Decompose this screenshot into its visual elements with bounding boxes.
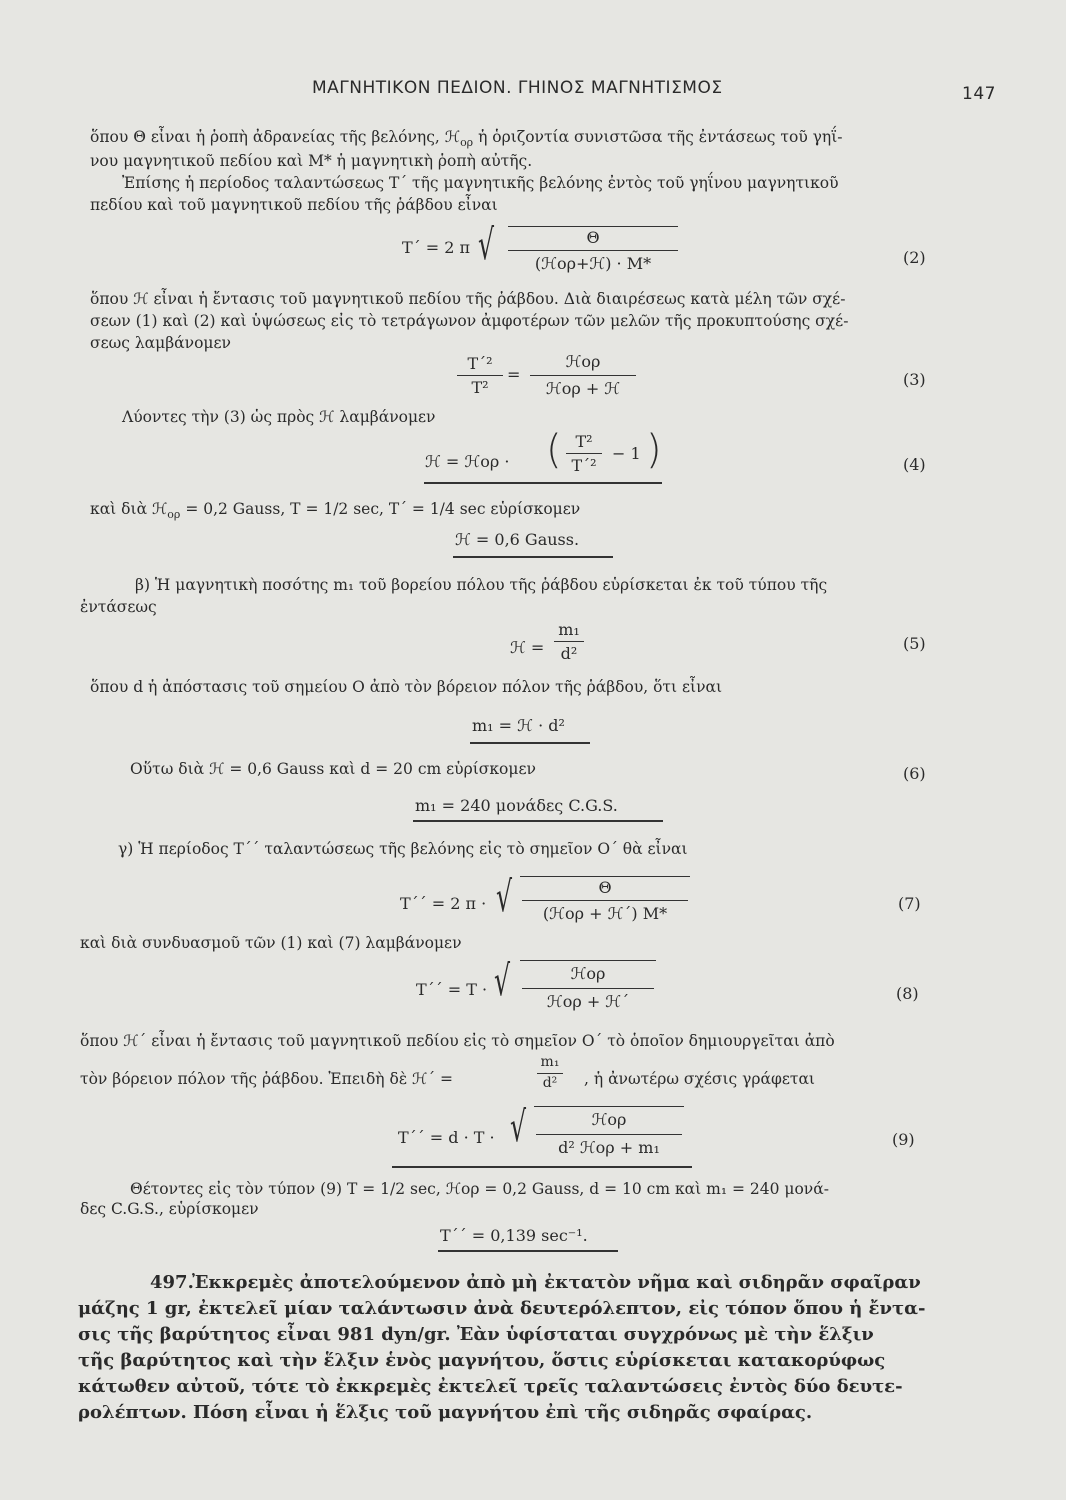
book-page: ΜΑΓΝΗΤΙΚΟΝ ΠΕΔΙΟΝ. ΓΗΙΝΟΣ ΜΑΓΝΗΤΙΣΜΟΣ 147 ὅπου Θ εἶναι ἡ ῥοπὴ ἀδρανείας τῆς βελόνης, ℋ$_{o\rho}$ ἡ ὁριζοντία συνιστῶσα τῆς ἐντάσεως τοῦ γηΐ- νου μαγνητικοῦ πεδίου καὶ Μ* ἡ μαγνητικὴ ῥοπὴ αὐτῆς. Ἐπίσης ἡ περίοδος ταλαντώσεως Τ΄ τῆς μαγνητικῆς βελόνης ἐντὸς τοῦ γηΐνου μαγνητικοῦ πεδίου καὶ τοῦ μαγνητικοῦ πεδίου τῆς ῥάβδου εἶναι Τ΄ = 2 π √ Θ (ℋορ+ℋ) · Μ* (2) ὅπου ℋ εἶναι ἡ ἔντασις τοῦ μαγνητικοῦ πεδίου τῆς ῥάβδου. Διὰ διαιρέσεως κατὰ μέλη τῶν σχέ- σεων (1) καὶ (2) καὶ ὑψώσεως εἰς τὸ τετράγωνον ἀμφοτέρων τῶν μελῶν τῆς προκυπτούσης σχέ- σεως λαμβάνομεν Τ΄² Τ² = ℋορ ℋορ + ℋ (3) Λύοντες τὴν (3) ὡς πρὸς ℋ λαμβάνομεν ℋ = ℋορ · ( Τ² Τ΄² − 1 ) (4) καὶ διὰ ℋ$_{o\rho}$ = 0,2 Gauss, Τ = 1/2 sec, Τ΄ = 1/4 sec εὑρίσκομεν ℋ = 0,6 Gauss. β) Ἡ μαγνητικὴ ποσότης m₁ τοῦ βορείου πόλου τῆς ῥάβδου εὑρίσκεται ἐκ τοῦ τύπου τῆς ἐντάσεως ℋ = m₁ d² (5) ὅπου d ἡ ἀπόστασις τοῦ σημείου Ο ἀπὸ τὸν βόρειον πόλον τῆς ῥάβδου, ὅτι εἶναι m₁ = ℋ · d² Οὕτω διὰ ℋ = 0,6 Gauss καὶ d = 20 cm εὑρίσκομεν (6) m₁ = 240 μονάδες C.G.S. γ) Ἡ περίοδος Τ΄΄ ταλαντώσεως τῆς βελόνης εἰς τὸ σημεῖον Ο΄ θὰ εἶναι Τ΄΄ = 2 π · √ Θ (ℋορ + ℋ΄) Μ* (7) καὶ διὰ συνδυασμοῦ τῶν (1) καὶ (7) λαμβάνομεν Τ΄΄ = Τ · √ ℋορ ℋορ + ℋ΄ (8) ὅπου ℋ΄ εἶναι ἡ ἔντασις τοῦ μαγνητικοῦ πεδίου εἰς τὸ σημεῖον Ο΄ τὸ ὁποῖον δημιουργεῖται ἀπὸ τὸν βόρειον πόλον τῆς ῥάβδου. Ἐπειδὴ δὲ ℋ΄ = m₁ d² , ἡ ἀνωτέρω σχέσις γράφεται Τ΄΄ = d · Τ · √ ℋορ d² ℋορ + m₁ (9) Θέτοντες εἰς τὸν τύπον (9) Τ = 1/2 sec, ℋορ = 0,2 Gauss, d = 10 cm καὶ m₁ = 240 μονά- δες C.G.S., εὑρίσκομεν Τ΄΄ = 0,139 sec⁻¹. 497. Ἐκκρεμὲς ἀποτελούμενον ἀπὸ μὴ ἐκτατὸν νῆμα καὶ σιδηρᾶν σφαῖραν μάζης 1 gr, ἐκτελεῖ μίαν ταλάντωσιν ἀνὰ δευτερόλεπτον, εἰς τόπον ὅπου ἡ ἔντα- σις τῆς βαρύτητος εἶναι 981 dyn/gr. Ἐὰν ὑφίσταται συγχρόνως μὲ τὴν ἕλξιν τῆς βαρύτητος καὶ τὴν ἕλξιν ἑνὸς μαγνήτου, ὅστις εὑρίσκεται κατακορύφως κάτωθεν αὐτοῦ, τότε τὸ ἐκκρεμὲς ἐκτελεῖ τρεῖς ταλαντώσεις ἐντὸς δύο δευτε- ρολέπτων. Πόση εἶναι ἡ ἕλξις τοῦ μαγνήτου ἐπὶ τῆς σιδηρᾶς σφαίρας.	[78, 78, 996, 1423]
text-line: νου μαγνητικοῦ πεδίου καὶ Μ* ἡ μαγνητικὴ ῥοπὴ αὐτῆς.	[90, 152, 533, 170]
text-line: τὸν βόρειον πόλον τῆς ῥάβδου. Ἐπειδὴ δὲ ℋ΄ =	[80, 1070, 454, 1088]
text-line: ὅπου ℋ΄ εἶναι ἡ ἔντασις τοῦ μαγνητικοῦ πεδίου εἰς τὸ σημεῖον Ο΄ τὸ ὁποῖον δημιουργεῖται ἀπὸ	[80, 1032, 835, 1050]
result-m1: m₁ = 240 μονάδες C.G.S.	[415, 796, 618, 815]
text-line: Λύοντες τὴν (3) ὡς πρὸς ℋ λαμβάνομεν	[122, 408, 436, 426]
radical-sign: √	[478, 220, 495, 269]
text-line: πεδίου καὶ τοῦ μαγνητικοῦ πεδίου τῆς ῥάβδου εἶναι	[90, 196, 498, 214]
equation-label: (4)	[903, 455, 926, 474]
text-line: Θέτοντες εἰς τὸν τύπον (9) Τ = 1/2 sec, ℋορ = 0,2 Gauss, d = 10 cm καὶ m₁ = 240 μονά-	[130, 1180, 829, 1198]
text-line: γ) Ἡ περίοδος Τ΄΄ ταλαντώσεως τῆς βελόνης εἰς τὸ σημεῖον Ο΄ θὰ εἶναι	[118, 840, 688, 858]
page-number: 147	[962, 84, 996, 104]
text-line: καὶ διὰ ℋ$_{o\rho}$ = 0,2 Gauss, Τ = 1/2 sec, Τ΄ = 1/4 sec εὑρίσκομεν	[90, 500, 581, 522]
text-line: ἐντάσεως	[80, 598, 157, 616]
problem-line: ρολέπτων. Πόση εἶναι ἡ ἕλξις τοῦ μαγνήτου ἐπὶ τῆς σιδηρᾶς σφαίρας.	[78, 1402, 813, 1423]
equation-label: (7)	[898, 894, 921, 913]
problem-line: τῆς βαρύτητος καὶ τὴν ἕλξιν ἑνὸς μαγνήτου, ὅστις εὑρίσκεται κατακορύφως	[78, 1350, 886, 1371]
equation-label: (6)	[903, 764, 926, 783]
text-line: ὅπου Θ εἶναι ἡ ῥοπὴ ἀδρανείας τῆς βελόνης, ℋ$_{o\rho}$ ἡ ὁριζοντία συνιστῶσα τῆς ἐντάσεως τοῦ γηΐ-	[90, 128, 843, 150]
text-line: β) Ἡ μαγνητικὴ ποσότης m₁ τοῦ βορείου πόλου τῆς ῥάβδου εὑρίσκεται ἐκ τοῦ τύπου τῆς	[135, 576, 828, 594]
result-h: ℋ = 0,6 Gauss.	[455, 530, 580, 549]
running-header: ΜΑΓΝΗΤΙΚΟΝ ΠΕΔΙΟΝ. ΓΗΙΝΟΣ ΜΑΓΝΗΤΙΣΜΟΣ	[312, 78, 723, 98]
equation-label: (5)	[903, 634, 926, 653]
text-line: ὅπου ℋ εἶναι ἡ ἔντασις τοῦ μαγνητικοῦ πεδίου τῆς ῥάβδου. Διὰ διαιρέσεως κατὰ μέλη τῶν σχέ-	[90, 290, 846, 308]
text-line: , ἡ ἀνωτέρω σχέσις γράφεται	[584, 1070, 815, 1088]
text-line: Ἐπίσης ἡ περίοδος ταλαντώσεως Τ΄ τῆς μαγνητικῆς βελόνης ἐντὸς τοῦ γηΐνου μαγνητικοῦ	[122, 174, 839, 192]
problem-number: 497.	[150, 1272, 194, 1293]
equation-label: (2)	[903, 248, 926, 267]
problem-line: Ἐκκρεμὲς ἀποτελούμενον ἀπὸ μὴ ἐκτατὸν νῆμα καὶ σιδηρᾶν σφαῖραν	[192, 1272, 921, 1293]
problem-line: μάζης 1 gr, ἐκτελεῖ μίαν ταλάντωσιν ἀνὰ δευτερόλεπτον, εἰς τόπον ὅπου ἡ ἔντα-	[78, 1298, 926, 1319]
text-line: σεων (1) καὶ (2) καὶ ὑψώσεως εἰς τὸ τετράγωνον ἀμφοτέρων τῶν μελῶν τῆς προκυπτούσης σχέ-	[90, 312, 849, 330]
text-line: ὅπου d ἡ ἀπόστασις τοῦ σημείου Ο ἀπὸ τὸν βόρειον πόλον τῆς ῥάβδου, ὅτι εἶναι	[90, 678, 723, 696]
problem-line: κάτωθεν αὐτοῦ, τότε τὸ ἐκκρεμὲς ἐκτελεῖ τρεῖς ταλαντώσεις ἐντὸς δύο δευτε-	[78, 1376, 903, 1397]
radical-sign: √	[510, 1102, 527, 1151]
problem-line: σις τῆς βαρύτητος εἶναι 981 dyn/gr. Ἐὰν ὑφίσταται συγχρόνως μὲ τὴν ἕλξιν	[78, 1324, 874, 1345]
result-t: Τ΄΄ = 0,139 sec⁻¹.	[440, 1226, 588, 1245]
text-line: καὶ διὰ συνδυασμοῦ τῶν (1) καὶ (7) λαμβάνομεν	[80, 934, 462, 952]
text-line: σεως λαμβάνομεν	[90, 334, 231, 352]
equation-label: (3)	[903, 370, 926, 389]
text-line: Οὕτω διὰ ℋ = 0,6 Gauss καὶ d = 20 cm εὑρίσκομεν	[130, 760, 536, 778]
equation-label: (9)	[892, 1130, 915, 1149]
equation-label: (8)	[896, 984, 919, 1003]
radical-sign: √	[496, 872, 513, 921]
text-line: δες C.G.S., εὑρίσκομεν	[80, 1200, 259, 1218]
equation-m1: m₁ = ℋ · d²	[472, 716, 565, 735]
radical-sign: √	[494, 956, 511, 1005]
